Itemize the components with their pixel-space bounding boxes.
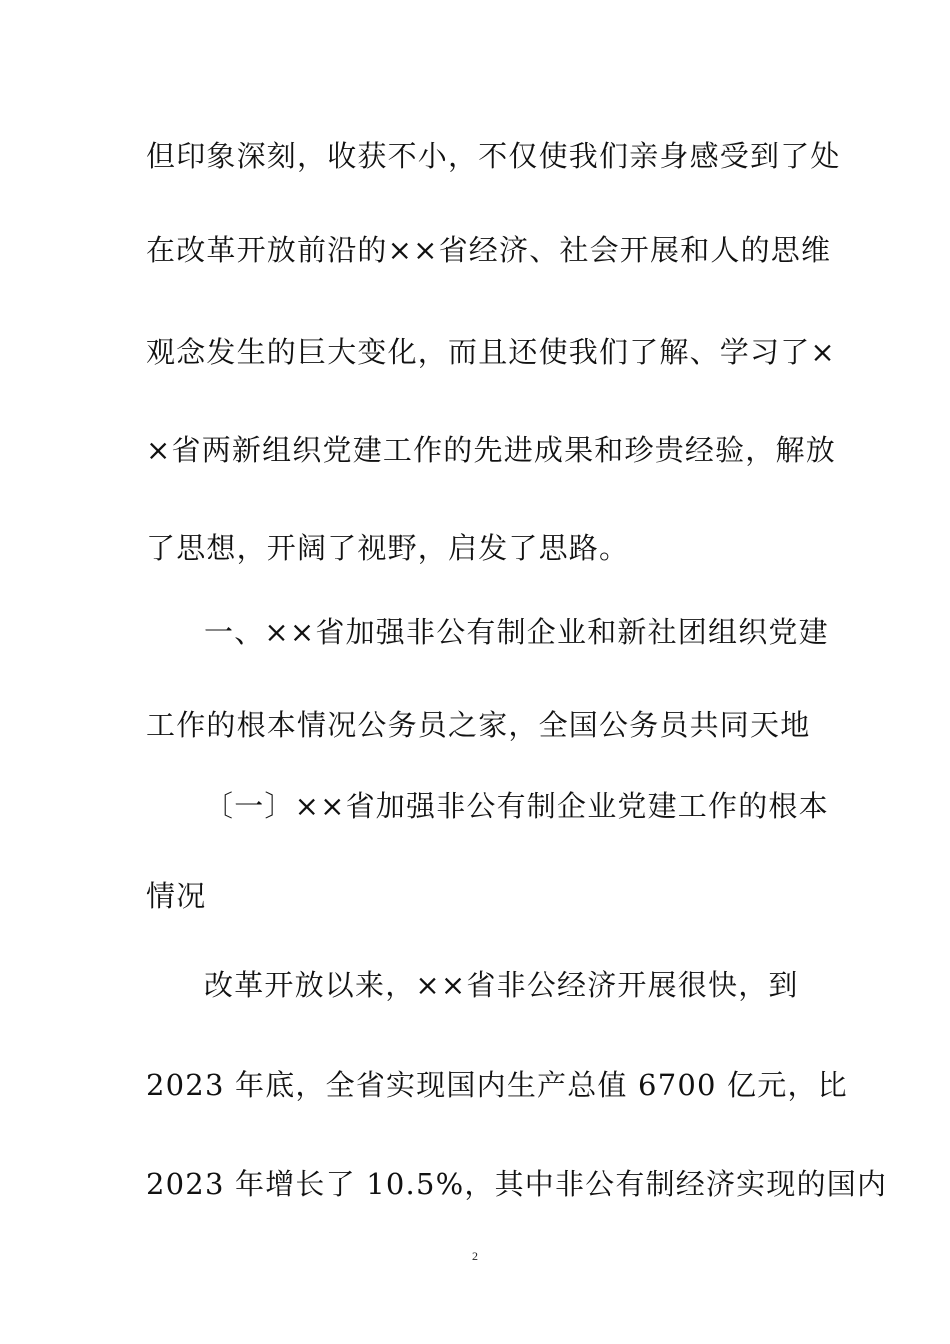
paragraph-line: 观念发生的巨大变化，而且还使我们了解、学习了×: [146, 335, 836, 369]
section-heading-line: 工作的根本情况公务员之家，全国公务员共同天地: [146, 708, 811, 742]
paragraph-line: 改革开放以来，××省非公经济开展很快，到: [204, 968, 799, 1002]
paragraph-line: 了思想，开阔了视野，启发了思路。: [146, 531, 630, 565]
paragraph-line: 2023 年底，全省实现国内生产总值 6700 亿元，比: [146, 1068, 848, 1102]
paragraph-line: 2023 年增长了 10.5%，其中非公有制经济实现的国内: [146, 1167, 888, 1201]
page-number: 2: [472, 1249, 478, 1263]
paragraph-line: 但印象深刻，收获不小，不仅使我们亲身感受到了处: [146, 139, 841, 173]
paragraph-line: ×省两新组织党建工作的先进成果和珍贵经验，解放: [146, 433, 836, 467]
section-heading-line: 一、××省加强非公有制企业和新社团组织党建: [204, 615, 829, 649]
paragraph-line: 在改革开放前沿的××省经济、社会开展和人的思维: [146, 233, 832, 267]
subsection-heading-line: 情况: [146, 879, 207, 913]
subsection-heading-line: 〔一〕××省加强非公有制企业党建工作的根本: [204, 789, 829, 823]
